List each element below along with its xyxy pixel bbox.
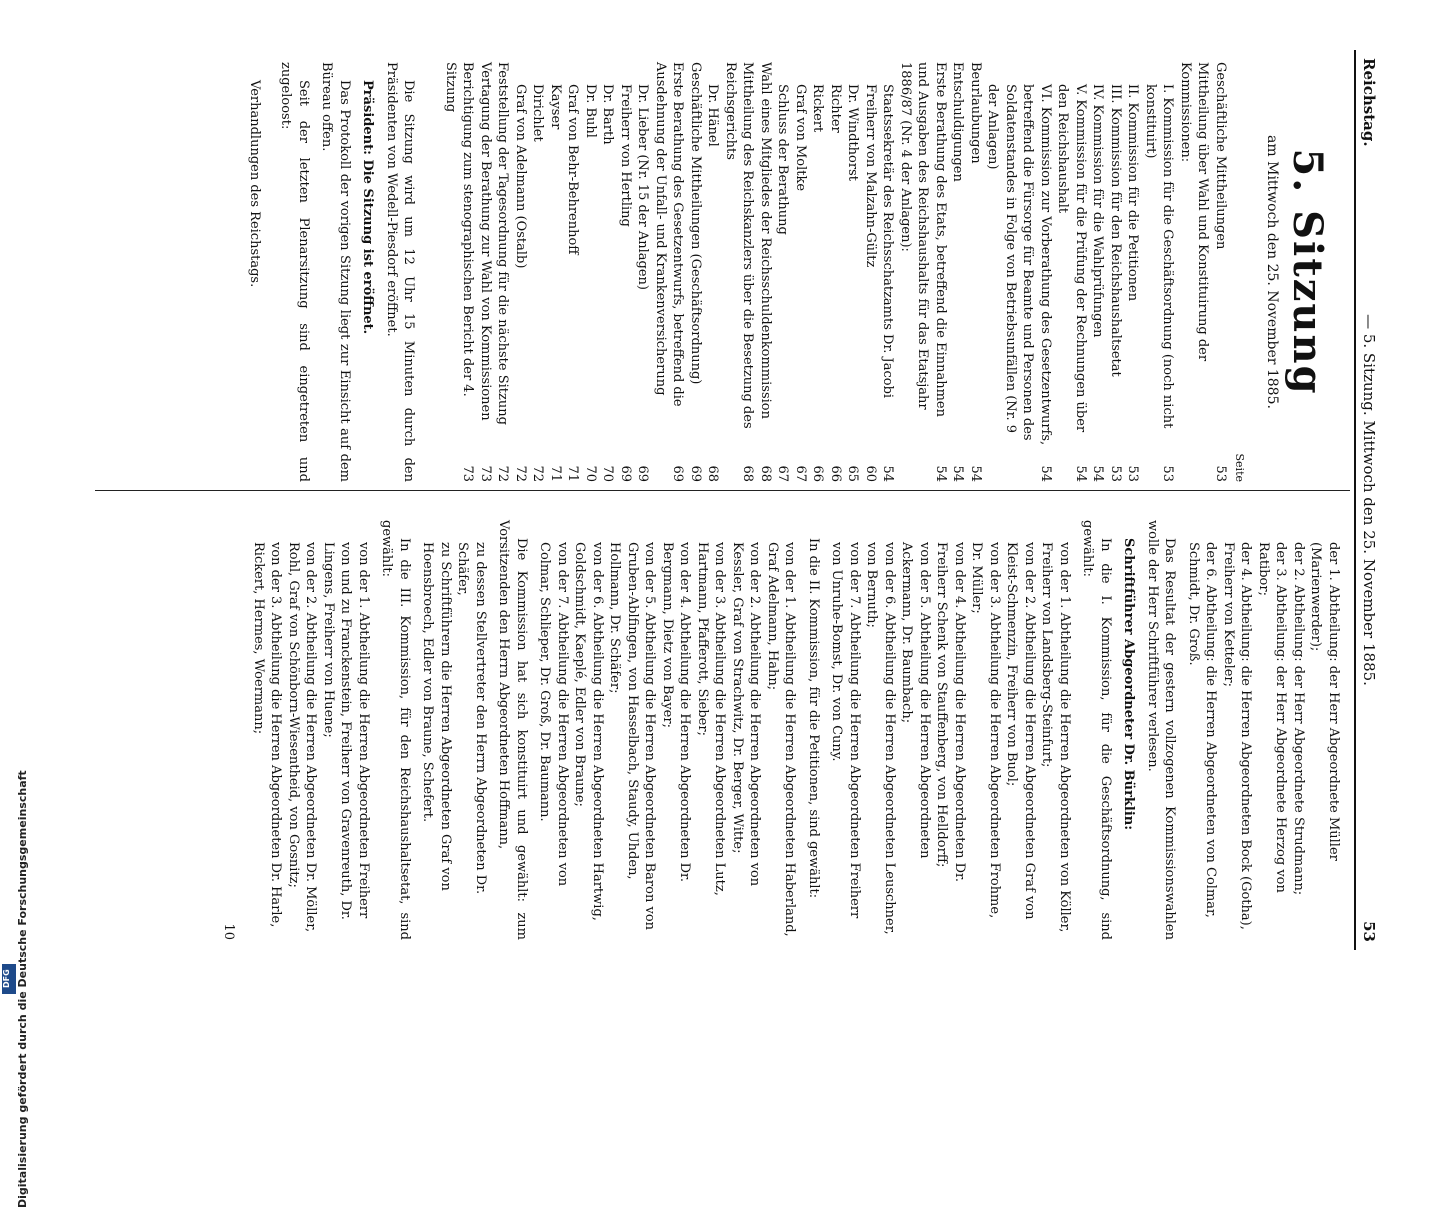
toc-page: 65	[845, 465, 861, 482]
toc-row	[897, 62, 950, 482]
toc-page: 54	[933, 465, 948, 482]
list-item: der 3. Abtheilung: der Herr Abgeordnete Herzog von Ratibor;	[1256, 542, 1289, 893]
toc-row	[634, 62, 652, 482]
toc-text: Dr. Barth	[600, 84, 616, 145]
members-paragraph: Seit der letzten Plenarsitzung sind eingetreten und zugeloost:	[278, 62, 311, 482]
list-item: von der 1. Abtheilung die Herren Abgeordneten Freiherr von und zu Franckenstein, Freiherr von Gravenreuth, Dr. Lingens, Freiherr von Huene;	[321, 542, 371, 920]
list-item: von der 6. Abtheilung die Herren Abgeordneten Leuschner, von Bernuth;	[864, 542, 897, 935]
toc-page: 70	[583, 465, 598, 482]
digitization-credit-text: Digitalisierung gefördert durch die Deutsche Forschungsgemeinschaft	[16, 770, 29, 1208]
list-item: von der 1. Abtheilung die Herren Abgeordneten von Köller, Freiherr von Landsberg-Steinfurt;	[1039, 542, 1072, 933]
toc-text: VI. Kommission zur Vorberathung des Gesetzentwurfs, betreffend die Fürsorge für Beamte und Personen des Soldatenstandes in Folge von Betriebsunfällen (Nr. 9 der Anlagen)	[985, 84, 1053, 446]
toc-text: Graf von Behr-Behrenhoff	[565, 84, 581, 255]
toc-row	[1212, 62, 1230, 482]
toc-row	[1142, 62, 1177, 482]
list-item: von der 5. Abtheilung die Herren Abgeordneten Baron von Gruben-Ablfingen, von Hasselbach, Staudy, Uhden, Hollmann, Dr. Schäfer;	[607, 542, 658, 931]
constitution-paragraph: Die Kommission hat sich konstituirt und gewählt: zum Vorsitzenden den Herrn Abgeordneten Hoffmann,	[496, 520, 529, 940]
toc-row	[442, 62, 477, 482]
list-item: von der 4. Abtheilung die Herren Abgeordneten Dr. Bergmann, Dietz von Bayer;	[660, 542, 693, 882]
toc-page: 54	[968, 465, 983, 482]
toc-text: Erste Berathung des Etats, betreffend die Einnahmen und Ausgaben des Reichshaushalts für das Etatsjahr 1886/87 (Nr. 4 der Anlagen):	[898, 62, 948, 417]
list-item: von der 2. Abtheilung die Herren Abgeordneten Dr. Möller, Rohl, Graf von Schönborn-Wiesentheid, von Gosnitz;	[286, 542, 319, 933]
toc-text: Geschäftliche Mittheilungen (Geschäftsordnung)	[688, 62, 703, 385]
toc-text: Freiherr von Hertling	[618, 84, 633, 227]
toc-page: 73	[460, 465, 476, 482]
toc-row	[792, 62, 810, 482]
toc-page: 60	[863, 465, 878, 482]
right-column	[220, 520, 1342, 940]
list-item: von der 4. Abtheilung die Herren Abgeordneten Dr. Freiherr Schenk von Stauffenberg, von Helldorff;	[934, 542, 967, 882]
toc-text: Erste Berathung des Gesetzentwurfs, betreffend die Ausdehnung der Unfall- und Krankenversicherung	[653, 62, 686, 407]
speaker-line: Schriftführer Abgeordneter Dr. Bürklin:	[1121, 538, 1137, 831]
toc-text: Entschuldigungen	[950, 62, 966, 182]
toc-text: Graf von Moltke	[793, 84, 808, 192]
toc-row	[862, 62, 880, 482]
toc-page: 53	[1213, 465, 1228, 482]
page-number: 53	[1360, 921, 1378, 942]
toc-text: Dr. Lieber (Nr. 15 der Anlagen)	[635, 84, 651, 290]
toc-row	[1089, 62, 1107, 482]
toc-page: 72	[495, 465, 511, 482]
toc-text: Rickert	[810, 84, 826, 133]
toc-row	[1177, 62, 1212, 482]
toc-text: Geschäftliche Mittheilungen	[1213, 62, 1228, 250]
toc-row	[687, 62, 705, 482]
toc-page: 54	[1038, 465, 1053, 482]
toc-text: I. Kommission für die Geschäftsordnung (noch nicht konstituirt)	[1143, 84, 1176, 429]
toc-row	[774, 62, 792, 482]
toc-text: Richter	[828, 84, 843, 133]
toc-page: 71	[565, 465, 581, 482]
sheet-number: 10	[221, 923, 237, 940]
list-item: von der 7. Abtheilung die Herren Abgeordneten von Colmar, Schlieper, Dr. Groß, Dr. Baumann.	[537, 542, 570, 887]
toc-text: Staatssekretär des Reichsschatzamts Dr. Jacobi	[880, 84, 896, 399]
toc-text: IV. Kommission für die Wahlprüfungen	[1090, 84, 1106, 338]
column-divider	[95, 490, 1350, 491]
toc-page: 72	[513, 465, 528, 482]
list-item: zu dessen Stellvertreter den Herrn Abgeordneten Dr. Schäfer,	[455, 542, 488, 895]
toc-row	[477, 62, 495, 482]
list-item: von der 7. Abtheilung die Herren Abgeordneten Freiherr von Unruhe-Bomst, Dr. von Cuny.	[829, 542, 862, 919]
toc-text: V. Kommission für die Prüfung der Rechnungen über den Reichshaushalt	[1055, 84, 1088, 433]
president-statement: Präsident: Die Sitzung ist eröffnet.	[360, 80, 376, 335]
list-item: von der 3. Abtheilung die Herren Abgeordneten Lutz, Hartmann, Pfafferott, Sieber;	[695, 542, 728, 896]
toc-text: Berichtigung zum stenographischen Bericht der 4. Sitzung	[443, 62, 476, 397]
toc-page: 66	[810, 465, 826, 482]
list-item: der 2. Abtheilung: der Herr Abgeordnete Strudmann;	[1291, 542, 1306, 896]
left-column	[240, 62, 1343, 482]
toc-text: Feststellung der Tagesordnung für die nächste Sitzung	[495, 62, 511, 425]
list-item: von der 3. Abtheilung die Herren Abgeordneten Frohme, Dr. Müller;	[969, 542, 1002, 919]
protocol-paragraph: Das Protokoll der vorigen Sitzung liegt zur Einsicht auf dem Büreau offen.	[319, 62, 352, 482]
toc-page: 69	[635, 465, 651, 482]
session-title: 5. Sitzung	[1284, 148, 1331, 396]
toc-row	[599, 62, 617, 482]
toc-row	[967, 62, 985, 482]
toc-page: 69	[670, 465, 686, 482]
toc-text: Schluss der Berathung	[775, 84, 791, 235]
toc-page: 68	[758, 465, 773, 482]
toc-row	[809, 62, 827, 482]
toc-text: Graf von Adelmann (Ostalb)	[513, 84, 528, 269]
running-head	[1354, 50, 1382, 950]
toc-page: 68	[740, 465, 756, 482]
toc-page: 54	[950, 465, 966, 482]
commission-heading: In die I. Kommission, für die Geschäftsordnung, sind gewählt:	[1080, 520, 1113, 940]
list-item: der 4. Abtheilung: die Herren Abgeordneten Bock (Gotha), Freiherr von Ketteler;	[1221, 542, 1254, 930]
toc-page: 70	[600, 465, 616, 482]
list-item: von der 2. Abtheilung die Herren Abgeordneten Graf von Kleist-Schmenzin, Freiherr von Buol;	[1004, 542, 1037, 920]
toc-row	[582, 62, 600, 482]
toc-row	[879, 62, 897, 482]
toc-page: 53	[1125, 465, 1141, 482]
toc-row	[949, 62, 967, 482]
running-head-left: Reichstag.	[1360, 58, 1378, 147]
toc-page: 67	[775, 465, 791, 482]
toc-text: Freiherr von Malzahn-Gültz	[863, 84, 878, 268]
toc-row	[512, 62, 530, 482]
list-item: zu Schriftführern die Herren Abgeordneten Graf von Hoensbroech, Edler von Braune, Schefert.	[420, 542, 453, 891]
toc-text: Beurlaubungen	[968, 62, 983, 164]
toc-row	[984, 62, 1054, 482]
running-head-center: — 5. Sitzung. Mittwoch den 25. November 1885.	[1360, 314, 1378, 686]
toc-text: Mittheilung über Wahl und Konstituirung der Kommissionen:	[1178, 62, 1211, 362]
list-item: der 1. Abtheilung: der Herr Abgeordnete Müller (Marienwerder);	[1308, 542, 1341, 861]
toc-text: Vertagung der Berathung zur Wahl von Kommissionen	[478, 62, 493, 421]
list-item: von der 2. Abtheilung die Herren Abgeordneten von Kessler, Graf von Strachwitz, Dr. Berger, Witte;	[730, 542, 763, 887]
toc-text: Wahl eines Mitgliedes der Reichsschuldenkommission	[758, 62, 773, 419]
toc-page: 53	[1108, 465, 1123, 482]
toc-text: II. Kommission für die Petitionen	[1125, 84, 1141, 302]
toc-page-label: Seite	[1233, 453, 1247, 482]
toc-text: Dirichlet	[530, 84, 546, 142]
toc-row	[547, 62, 565, 482]
resolution-paragraph: Das Resultat der gestern vollzogenen Kommissionswahlen wolle der Herr Schriftführer verlesen.	[1145, 520, 1178, 940]
dfg-logo-icon: DFG	[2, 964, 16, 994]
list-item: der 6. Abtheilung: die Herren Abgeordneten von Colmar, Schmidt, Dr. Groß.	[1186, 542, 1219, 918]
toc-row	[617, 62, 635, 482]
toc-page: 53	[1160, 465, 1176, 482]
commission-heading: In die III. Kommission, für den Reichshaushaltsetat, sind gewählt:	[379, 520, 412, 940]
toc-text: Mittheilung des Reichskanzlers über die Besetzung des Reichsgerichts	[723, 62, 756, 429]
toc-row	[844, 62, 862, 482]
toc-row	[704, 62, 722, 482]
list-item: von der 1. Abtheilung die Herren Abgeordneten Haberland, Graf Adelmann, Hahn;	[765, 542, 798, 937]
toc-row	[1124, 62, 1142, 482]
toc-row	[722, 62, 757, 482]
list-item: von der 6. Abtheilung die Herren Abgeordneten Hartwig, Goldschmidt, Kaeplé, Edler von Braune;	[572, 542, 605, 921]
toc-text: Dr. Windthorst	[845, 84, 861, 181]
toc-text: Kayser	[548, 84, 563, 130]
toc-row	[1054, 62, 1089, 482]
toc-page: 54	[1090, 465, 1106, 482]
toc-page: 69	[688, 465, 703, 482]
toc-page: 72	[530, 465, 546, 482]
toc-text: III. Kommission für den Reichshaushaltsetat	[1108, 84, 1123, 377]
toc-row	[652, 62, 687, 482]
toc-page: 73	[478, 465, 493, 482]
toc-row	[827, 62, 845, 482]
toc-row	[494, 62, 512, 482]
toc-row	[564, 62, 582, 482]
footer-source: Verhandlungen des Reichstags.	[247, 80, 262, 288]
toc-row	[757, 62, 775, 482]
opening-paragraph: Die Sitzung wird um 12 Uhr 15 Minuten durch den Präsidenten von Wedell-Piesdorf eröffnet.	[384, 62, 417, 482]
toc-page: 68	[705, 465, 721, 482]
toc-row	[1107, 62, 1125, 482]
toc-text: Dr. Buhl	[583, 84, 598, 138]
list-item: von der 3. Abtheilung die Herren Abgeordneten Dr. Harle, Rickert, Hermes, Woermann;	[251, 542, 284, 928]
table-of-contents	[442, 62, 1230, 482]
toc-page: 67	[793, 465, 808, 482]
session-date: am Mittwoch den 25. November 1885.	[1264, 135, 1280, 409]
toc-page: 69	[618, 465, 633, 482]
commission-heading: In die II. Kommission, für die Petitionen, sind gewählt:	[806, 538, 821, 899]
toc-page: 54	[1073, 465, 1088, 482]
toc-row	[529, 62, 547, 482]
toc-text: Dr. Hänel	[705, 84, 721, 147]
toc-page: 66	[828, 465, 843, 482]
toc-page: 54	[880, 465, 896, 482]
digitization-credit	[0, 608, 29, 1208]
list-item: von der 5. Abtheilung die Herren Abgeordneten Ackermann, Dr. Baumbach;	[899, 542, 932, 859]
toc-page: 71	[548, 465, 563, 482]
